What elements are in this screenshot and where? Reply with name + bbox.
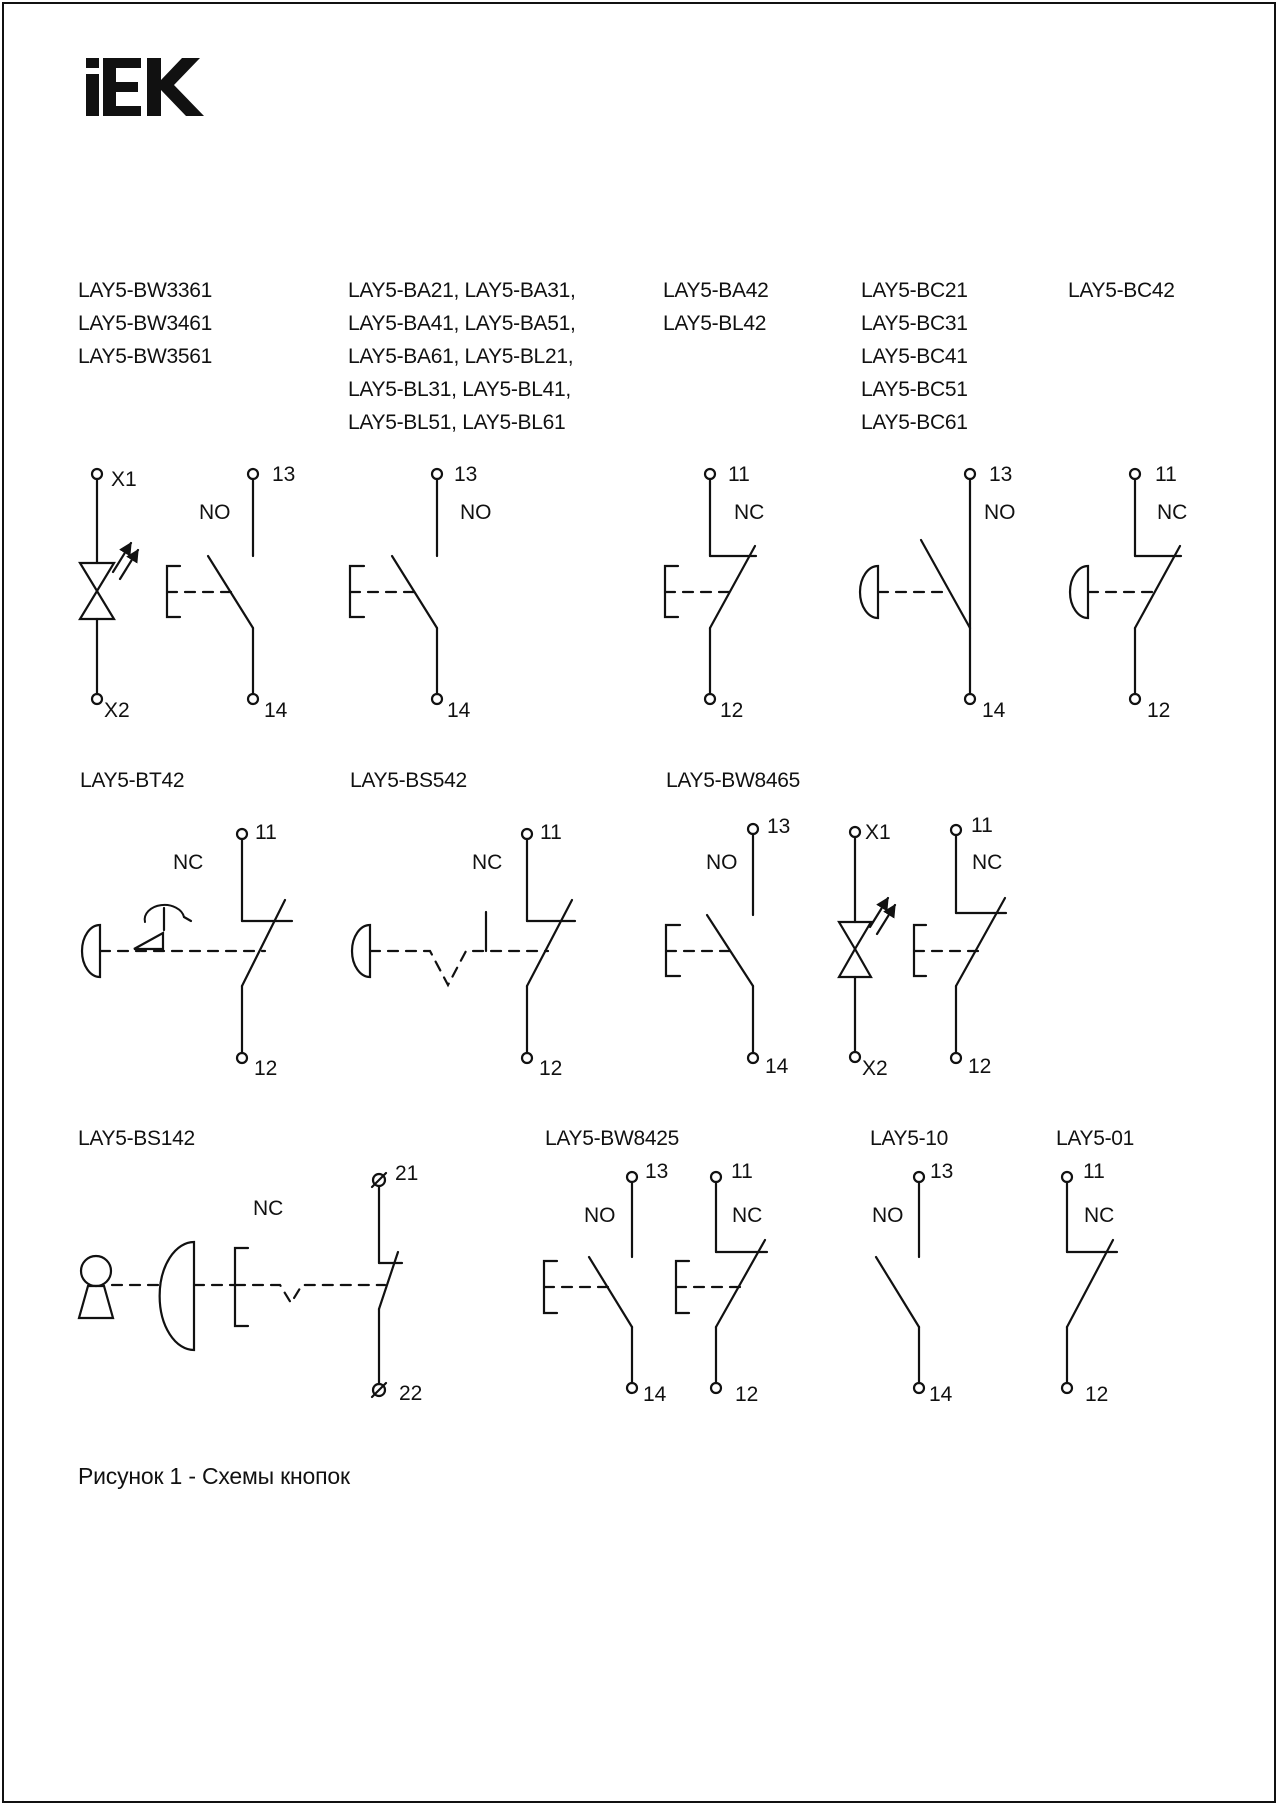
terminal-label: 11: [1083, 1160, 1105, 1183]
diagram-bs142: [79, 1173, 402, 1397]
diagram-bw3361: [80, 469, 258, 704]
terminal-label: 12: [735, 1383, 759, 1406]
terminal-label: X1: [111, 468, 137, 491]
model-label: LAY5-BA41, LAY5-BA51,: [348, 312, 576, 335]
contact-type-label: NO: [584, 1204, 616, 1227]
model-label: LAY5-BS542: [350, 769, 467, 792]
model-label: LAY5-BA21, LAY5-BA31,: [348, 279, 576, 302]
terminal-label: 21: [395, 1162, 419, 1185]
terminal-label: 12: [720, 699, 744, 722]
terminal-label: 12: [254, 1057, 278, 1080]
terminal-label: 11: [728, 463, 750, 486]
terminal-label: 11: [971, 814, 993, 837]
figure-caption: Рисунок 1 - Схемы кнопок: [78, 1463, 350, 1489]
terminal-label: 11: [540, 821, 562, 844]
model-label: LAY5-BC42: [1068, 279, 1175, 302]
model-label: LAY5-BL31, LAY5-BL41,: [348, 378, 571, 401]
model-label: LAY5-BC51: [861, 378, 968, 401]
contact-type-label: NO: [199, 501, 231, 524]
terminal-label: 13: [272, 463, 296, 486]
terminal-label: X2: [104, 699, 130, 722]
model-label: LAY5-BL42: [663, 312, 767, 335]
contact-type-label: NC: [253, 1197, 284, 1220]
terminal-label: 11: [731, 1160, 753, 1183]
terminal-label: 14: [929, 1383, 953, 1406]
terminal-label: 22: [399, 1382, 423, 1405]
terminal-label: 11: [255, 821, 277, 844]
terminal-label: 13: [767, 815, 791, 838]
terminal-label: 12: [968, 1055, 992, 1078]
model-label: LAY5-10: [870, 1127, 949, 1150]
diagram-bc21: [860, 469, 975, 704]
model-label: LAY5-BT42: [80, 769, 185, 792]
model-label: LAY5-BA61, LAY5-BL21,: [348, 345, 574, 368]
model-label: LAY5-BL51, LAY5-BL61: [348, 411, 566, 434]
model-label: LAY5-BC31: [861, 312, 968, 335]
terminal-label: 14: [447, 699, 471, 722]
model-label: LAY5-BW8425: [545, 1127, 680, 1150]
contact-type-label: NC: [1157, 501, 1188, 524]
contact-type-label: NC: [472, 851, 503, 874]
model-label: LAY5-BA42: [663, 279, 769, 302]
model-label: LAY5-BS142: [78, 1127, 195, 1150]
terminal-label: 12: [539, 1057, 563, 1080]
model-label: LAY5-BW3461: [78, 312, 213, 335]
terminal-label: 11: [1155, 463, 1177, 486]
lamp-symbol: [80, 469, 138, 704]
terminal-label: 13: [454, 463, 478, 486]
diagram-bs542: [352, 829, 575, 1063]
contact-type-label: NC: [734, 501, 765, 524]
terminal-label: X1: [865, 821, 891, 844]
model-label: LAY5-BW3361: [78, 279, 213, 302]
model-label: LAY5-BC41: [861, 345, 968, 368]
model-label: LAY5-BC61: [861, 411, 968, 434]
terminal-label: X2: [862, 1057, 888, 1080]
diagram-bw8465-lamp: [839, 827, 895, 1062]
contact-type-label: NO: [460, 501, 492, 524]
contact-type-label: NO: [984, 501, 1016, 524]
contact-type-label: NC: [1084, 1204, 1115, 1227]
terminal-label: 14: [264, 699, 288, 722]
model-label: LAY5-BC21: [861, 279, 968, 302]
terminal-label: 12: [1085, 1383, 1109, 1406]
terminal-label: 14: [643, 1383, 667, 1406]
contact-type-label: NC: [173, 851, 204, 874]
terminal-label: 13: [989, 463, 1013, 486]
contact-type-label: NO: [706, 851, 738, 874]
terminal-labels: [104, 463, 1187, 1406]
contact-type-label: NC: [732, 1204, 763, 1227]
terminal-label: 14: [765, 1055, 789, 1078]
diagram-ba21: [350, 469, 442, 704]
contact-type-label: NC: [972, 851, 1003, 874]
terminal-label: 12: [1147, 699, 1171, 722]
model-label: LAY5-01: [1056, 1127, 1135, 1150]
model-label: LAY5-BW3561: [78, 345, 213, 368]
terminal-label: 13: [645, 1160, 669, 1183]
contact-type-label: NO: [872, 1204, 904, 1227]
terminal-label: 13: [930, 1160, 954, 1183]
terminal-label: 14: [982, 699, 1006, 722]
model-label: LAY5-BW8465: [666, 769, 801, 792]
